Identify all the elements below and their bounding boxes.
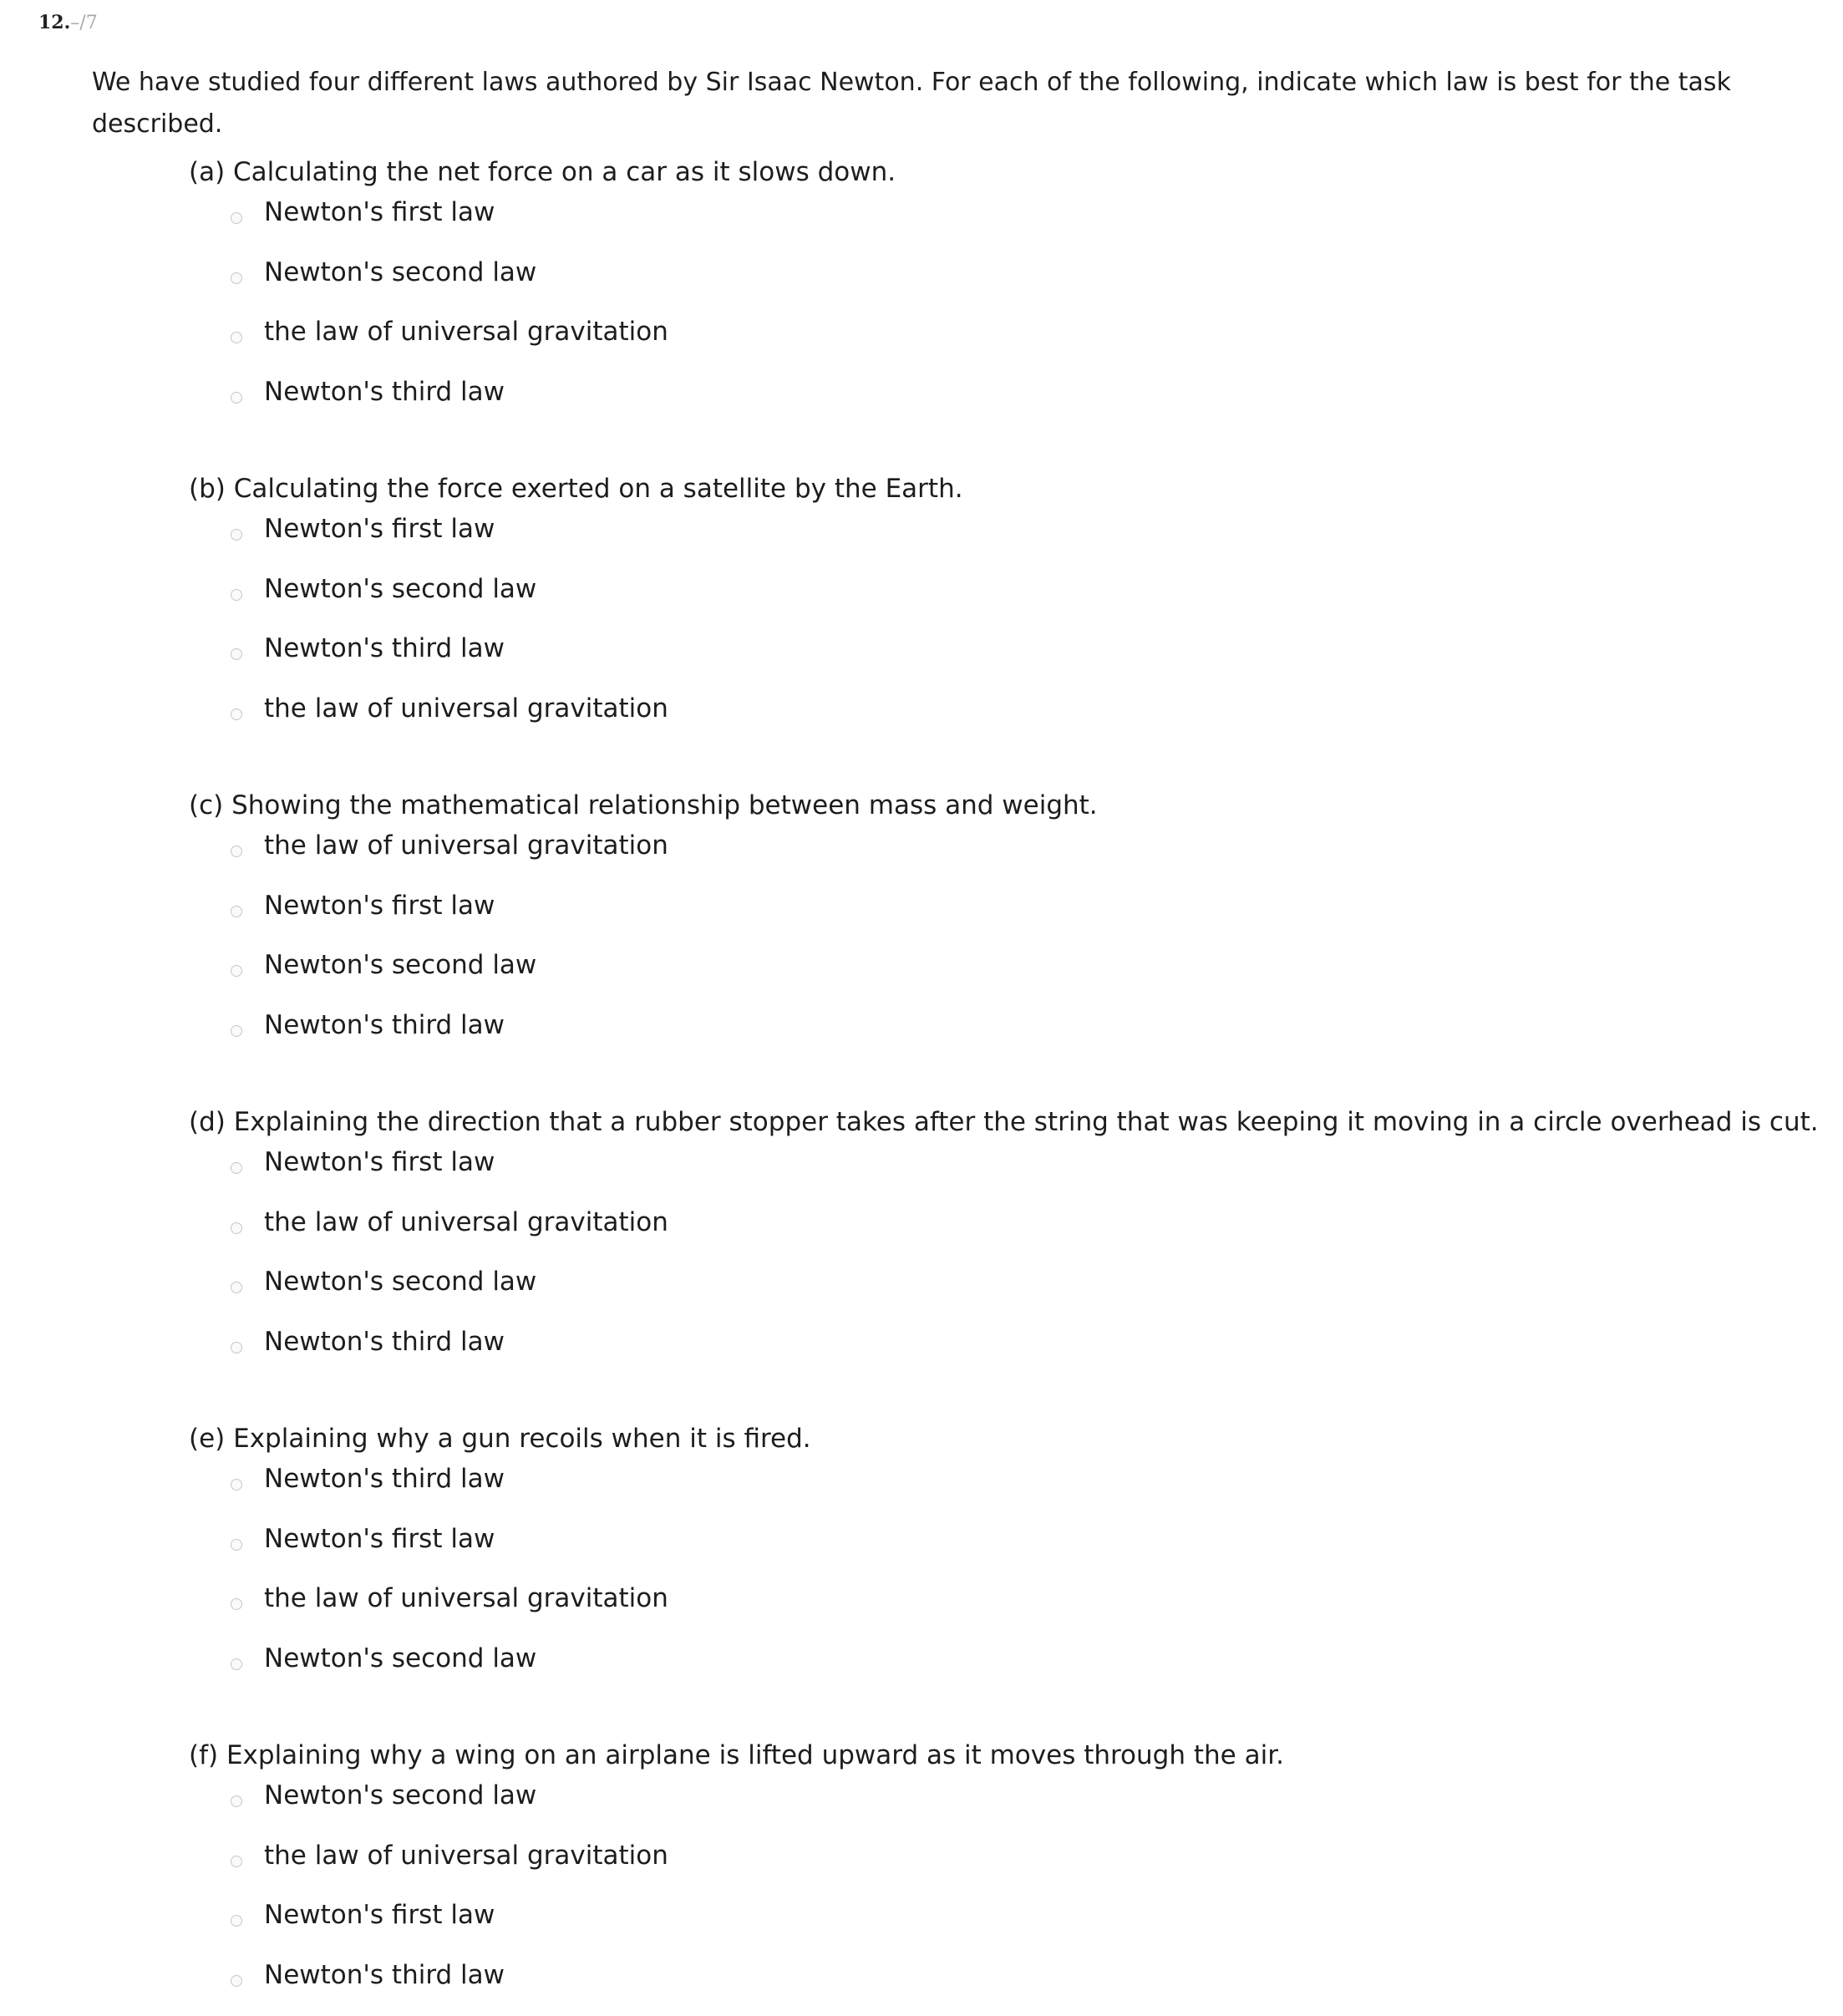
radio-button[interactable] [231, 1282, 242, 1293]
part-b-label: (b) Calculating the force exerted on a satellite by the Earth. [189, 470, 1826, 507]
question-number: 12. [38, 12, 70, 33]
option-label: Newton's first law [264, 194, 495, 231]
radio-button[interactable] [231, 392, 242, 404]
option-label: Newton's second law [264, 1640, 536, 1677]
radio-button[interactable] [231, 1598, 242, 1610]
part-d-options [189, 1144, 1826, 1383]
answer-option[interactable] [189, 1144, 1826, 1204]
part-b-options [189, 510, 1826, 749]
option-label: Newton's second law [264, 947, 536, 983]
answer-option[interactable] [189, 1007, 1826, 1067]
answer-option[interactable] [189, 1837, 1826, 1897]
radio-button[interactable] [231, 1658, 242, 1670]
answer-option[interactable] [189, 194, 1826, 254]
part-e-label: (e) Explaining why a gun recoils when it is fired. [189, 1420, 1826, 1457]
answer-option[interactable] [189, 690, 1826, 750]
radio-button[interactable] [231, 589, 242, 601]
answer-option[interactable] [189, 1777, 1826, 1837]
option-label: Newton's third law [264, 1007, 505, 1044]
option-label: the law of universal gravitation [264, 827, 668, 864]
radio-button[interactable] [231, 1479, 242, 1490]
answer-option[interactable] [189, 1323, 1826, 1384]
answer-option[interactable] [189, 313, 1826, 373]
option-label: Newton's third law [264, 1323, 505, 1360]
option-label: Newton's third law [264, 373, 505, 410]
option-label: Newton's second law [264, 1777, 536, 1814]
answer-option[interactable] [189, 1521, 1826, 1581]
part-a [189, 154, 1826, 433]
radio-button[interactable] [231, 1915, 242, 1927]
answer-option[interactable] [189, 373, 1826, 434]
part-c-options [189, 827, 1826, 1066]
option-label: Newton's first law [264, 1521, 495, 1557]
answer-option[interactable] [189, 571, 1826, 631]
answer-option[interactable] [189, 947, 1826, 1007]
option-label: Newton's second law [264, 254, 536, 291]
radio-button[interactable] [231, 906, 242, 917]
part-a-label: (a) Calculating the net force on a car as it slows down. [189, 154, 1826, 190]
radio-button[interactable] [231, 1856, 242, 1867]
part-f-options [189, 1777, 1826, 2016]
answer-option[interactable] [189, 827, 1826, 887]
answer-option[interactable] [189, 1460, 1826, 1521]
option-label: Newton's first law [264, 1144, 495, 1181]
option-label: Newton's first law [264, 510, 495, 547]
part-f [189, 1737, 1826, 2016]
radio-button[interactable] [231, 846, 242, 857]
part-d-label: (d) Explaining the direction that a rubber stopper takes after the string that was keeping it moving in a circle overhead is cut. [189, 1104, 1826, 1140]
radio-button[interactable] [231, 1342, 242, 1353]
radio-button[interactable] [231, 648, 242, 660]
option-label: Newton's second law [264, 1263, 536, 1300]
radio-button[interactable] [231, 1025, 242, 1037]
answer-option[interactable] [189, 1263, 1826, 1323]
option-label: Newton's third law [264, 1957, 505, 1993]
answer-option[interactable] [189, 1204, 1826, 1264]
option-label: the law of universal gravitation [264, 1204, 668, 1241]
radio-button[interactable] [231, 965, 242, 977]
answer-option[interactable] [189, 1897, 1826, 1957]
answer-option[interactable] [189, 1957, 1826, 2016]
radio-button[interactable] [231, 1222, 242, 1234]
answer-option[interactable] [189, 254, 1826, 314]
answer-option[interactable] [189, 630, 1826, 690]
option-label: Newton's second law [264, 571, 536, 607]
option-label: Newton's third law [264, 630, 505, 667]
part-c-label: (c) Showing the mathematical relationship between mass and weight. [189, 787, 1826, 824]
part-a-options [189, 194, 1826, 433]
radio-button[interactable] [231, 1795, 242, 1807]
part-e [189, 1420, 1826, 1699]
radio-button[interactable] [231, 272, 242, 284]
part-f-label: (f) Explaining why a wing on an airplane is lifted upward as it moves through the air. [189, 1737, 1826, 1774]
radio-button[interactable] [231, 212, 242, 224]
option-label: the law of universal gravitation [264, 1837, 668, 1874]
answer-option[interactable] [189, 1640, 1826, 1700]
option-label: Newton's first law [264, 887, 495, 924]
answer-option[interactable] [189, 1580, 1826, 1640]
option-label: Newton's third law [264, 1460, 505, 1497]
answer-option[interactable] [189, 510, 1826, 571]
option-label: the law of universal gravitation [264, 313, 668, 350]
radio-button[interactable] [231, 529, 242, 541]
question-score: –/7 [70, 13, 97, 33]
radio-button[interactable] [231, 332, 242, 343]
radio-button[interactable] [231, 1975, 242, 1987]
radio-button[interactable] [231, 1539, 242, 1551]
part-c [189, 787, 1826, 1066]
part-d [189, 1104, 1826, 1383]
answer-option[interactable] [189, 887, 1826, 947]
option-label: the law of universal gravitation [264, 1580, 668, 1617]
radio-button[interactable] [231, 1162, 242, 1174]
option-label: the law of universal gravitation [264, 690, 668, 727]
part-e-options [189, 1460, 1826, 1699]
part-b [189, 470, 1826, 749]
radio-button[interactable] [231, 708, 242, 720]
option-label: Newton's first law [264, 1897, 495, 1933]
question-prompt: We have studied four different laws authored by Sir Isaac Newton. For each of the following, indicate which law is best for the task described. [92, 62, 1754, 145]
